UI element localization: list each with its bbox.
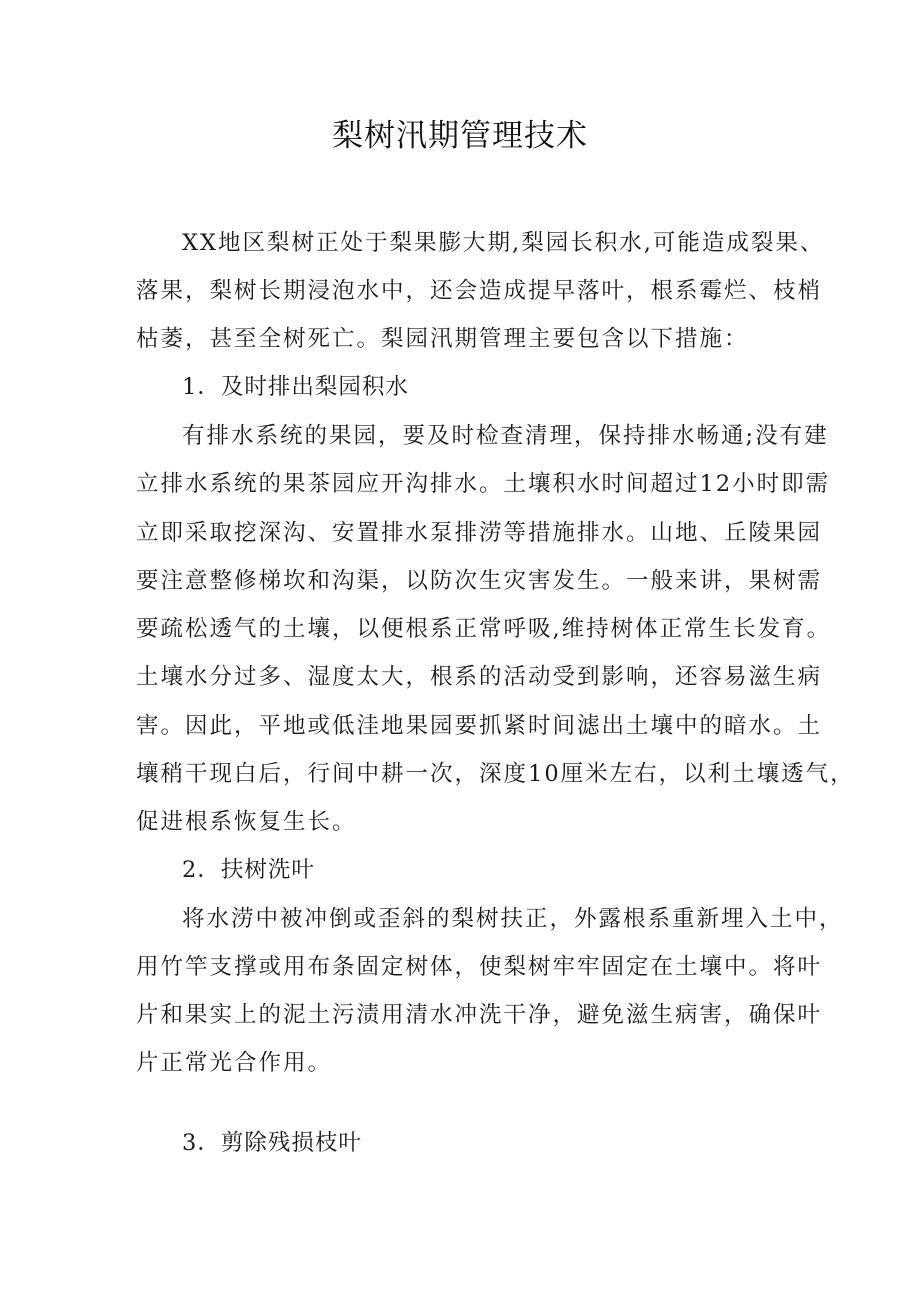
section-3-heading: 3．剪除残损枝叶 [182,1130,362,1156]
section-1-line: 壤稍干现白后，行间中耕一次，深度10厘米左右，以利土壤透气， [136,761,855,787]
section-1-line: 土壤水分过多、湿度太大，根系的活动受到影响，还容易滋生病 [136,664,823,690]
intro-line-3: 枯萎，甚至全树死亡。梨园汛期管理主要包含以下措施： [136,326,749,352]
section-1-line: 促进根系恢复生长。 [136,809,357,835]
section-1-line: 要注意整修梯坎和沟渠，以防次生灾害发生。一般来讲，果树需 [136,568,823,594]
section-1-line: 有排水系统的果园，要及时检查清理，保持排水畅通;没有建 [182,423,829,449]
section-2-heading: 2．扶树洗叶 [182,857,315,883]
intro-line-1: XX地区梨树正处于梨果膨大期,梨园长积水,可能造成裂果、 [182,230,825,256]
section-2-line: 将水涝中被冲倒或歪斜的梨树扶正，外露根系重新埋入土中， [182,906,844,932]
section-2-line: 片和果实上的泥土污渍用清水冲洗干净，避免滋生病害，确保叶 [136,1002,823,1028]
section-1-line: 立即采取挖深沟、安置排水泵排涝等措施排水。山地、丘陵果园 [136,520,823,546]
section-1-heading: 1．及时排出梨园积水 [182,374,409,400]
section-2-line: 用竹竿支撑或用布条固定树体，使梨树牢牢固定在土壤中。将叶 [136,954,823,980]
section-1-line: 立排水系统的果茶园应开沟排水。土壤积水时间超过12小时即需 [136,471,831,497]
section-1-line: 要疏松透气的土壤，以便根系正常呼吸,维持树体正常生长发育。 [136,616,832,642]
intro-line-2: 落果，梨树长期浸泡水中，还会造成提早落叶，根系霉烂、枝梢 [136,278,823,304]
section-1-line: 害。因此，平地或低洼地果园要抓紧时间滤出土壤中的暗水。土 [136,713,823,739]
document-title: 梨树汛期管理技术 [332,118,588,154]
section-2-line: 片正常光合作用。 [136,1050,333,1076]
